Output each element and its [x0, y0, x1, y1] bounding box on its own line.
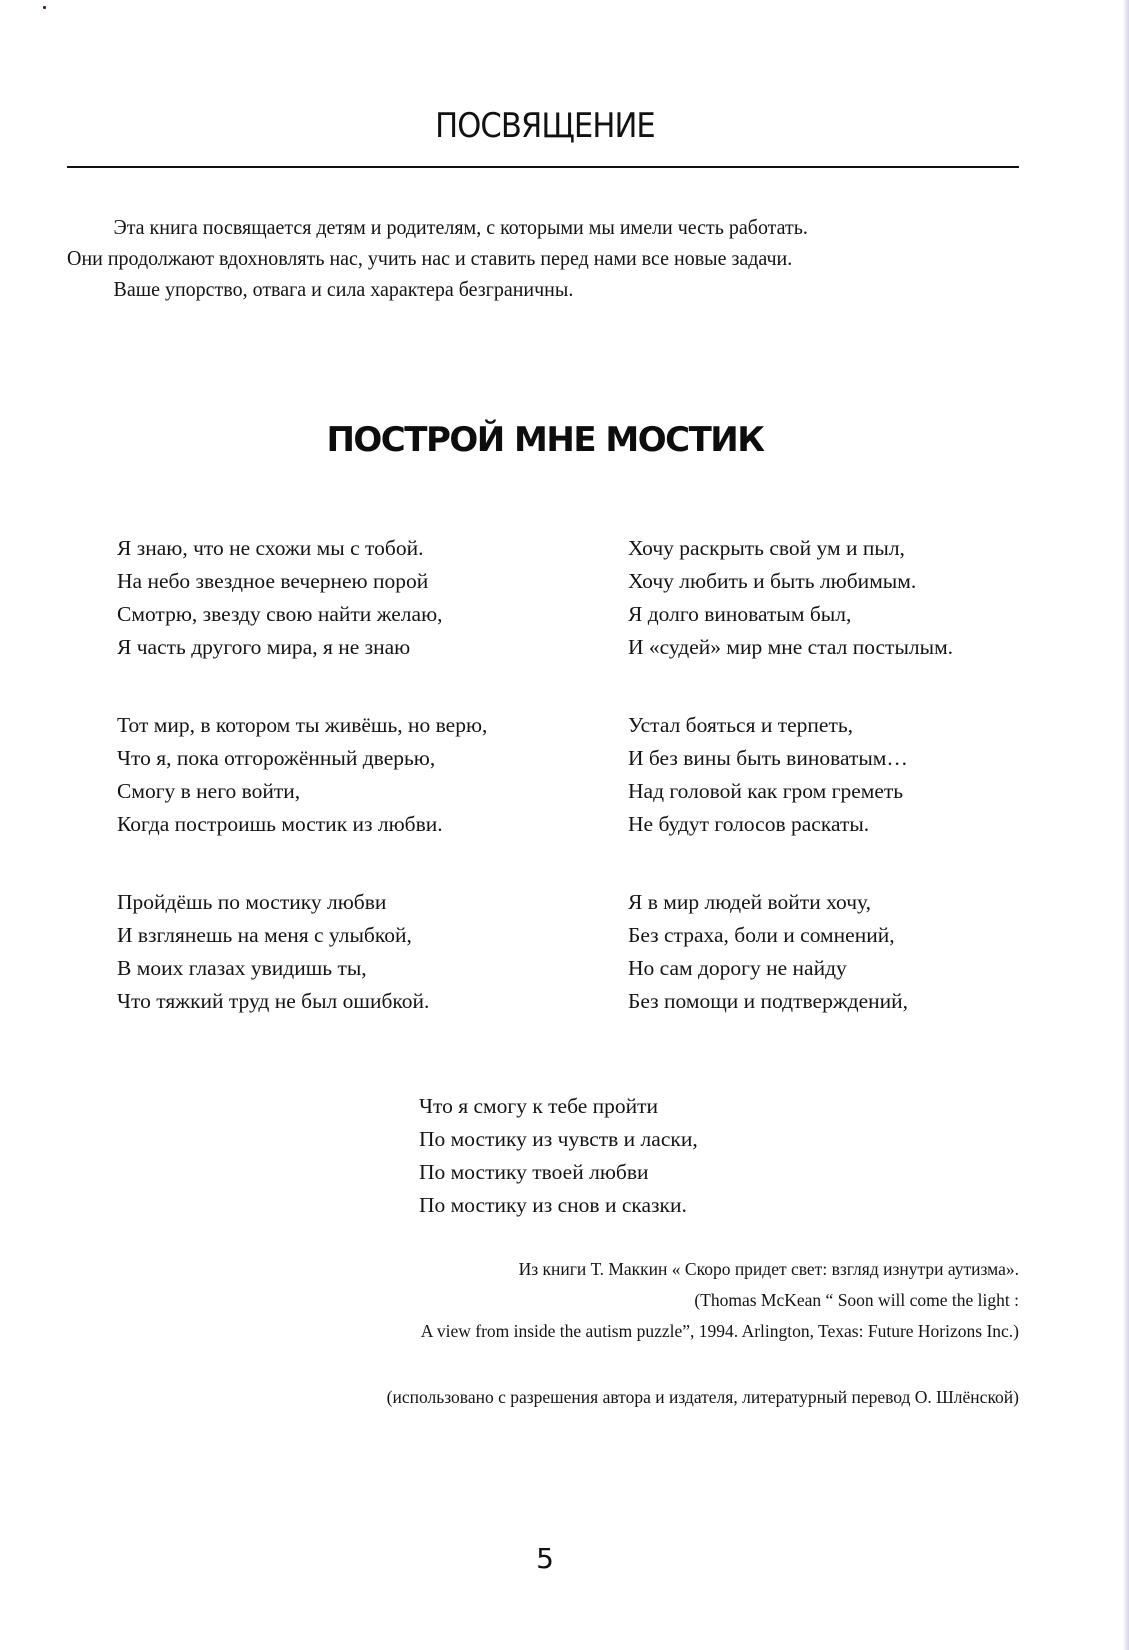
poem-line: И взглянешь на меня с улыбкой,: [117, 923, 412, 947]
poem-line: Без помощи и подтверждений,: [628, 989, 909, 1013]
poem-line: Смогу в него войти,: [117, 779, 301, 803]
attribution-line: Из книги Т. Маккин « Скоро придет свет: взгляд изнутри аутизма».: [518, 1259, 1019, 1279]
poem-line: Над головой как гром греметь: [628, 779, 904, 803]
attribution-line: (Thomas McKean “ Soon will come the light :: [694, 1290, 1019, 1310]
poem-line: Я в мир людей войти хочу,: [628, 890, 871, 914]
dedication-line: Ваше упорство, отвага и сила характера безграничны.: [113, 277, 574, 301]
poem-line: По мостику из чувств и ласки,: [419, 1127, 698, 1151]
poem-stanza-final: [419, 1090, 698, 1222]
title-divider: [67, 166, 1019, 168]
poem-line: Не будут голосов раскаты.: [628, 812, 870, 836]
dedication-text: [67, 212, 1027, 305]
permission-note: (использовано с разрешения автора и издателя, литературный перевод О. Шлёнской): [386, 1387, 1019, 1407]
poem-stanza: [628, 886, 908, 1018]
poem-line: Хочу любить и быть любимым.: [628, 569, 917, 593]
poem-line: Смотрю, звезду свою найти желаю,: [117, 602, 443, 626]
poem-line: По мостику из снов и сказки.: [419, 1193, 687, 1217]
poem-stanza: [117, 709, 487, 841]
poem-line: И без вины быть виноватым…: [628, 746, 908, 770]
poem-line: Хочу раскрыть свой ум и пыл,: [628, 536, 905, 560]
poem-stanza: [117, 886, 429, 1018]
poem-line: По мостику твоей любви: [419, 1160, 649, 1184]
poem-title: ПОСТРОЙ МНЕ МОСТИК: [326, 420, 764, 460]
poem-line: Пройдёшь по мостику любви: [117, 890, 387, 914]
poem-line: Что тяжкий труд не был ошибкой.: [117, 989, 430, 1013]
scan-artifact: [43, 6, 46, 9]
poem-line: Устал бояться и терпеть,: [628, 713, 854, 737]
poem-line: Тот мир, в котором ты живёшь, но верю,: [117, 713, 488, 737]
poem-stanza: [628, 532, 953, 664]
attribution-line: A view from inside the autism puzzle”, 1994. Arlington, Texas: Future Horizons Inc.): [420, 1321, 1019, 1341]
poem-line: Я долго виноватым был,: [628, 602, 852, 626]
dedication-line: Они продолжают вдохновлять нас, учить нас и ставить перед нами все новые задачи.: [67, 246, 793, 270]
dedication-title: ПОСВЯЩЕНИЕ: [435, 106, 655, 146]
page-number: 5: [536, 1542, 554, 1575]
page-edge-shadow: [1123, 0, 1129, 1650]
poem-stanza: [628, 709, 908, 841]
poem-line: Я часть другого мира, я не знаю: [117, 635, 411, 659]
poem-stanza: [117, 532, 443, 664]
poem-line: На небо звездное вечернею порой: [117, 569, 429, 593]
poem-line: Я знаю, что не схожи мы с тобой.: [117, 536, 424, 560]
poem-line: В моих глазах увидишь ты,: [117, 956, 367, 980]
dedication-line: Эта книга посвящается детям и родителям, с которыми мы имели честь работать.: [113, 215, 808, 239]
poem-line: Что я, пока отгорожённый дверью,: [117, 746, 436, 770]
poem-line: Когда построишь мостик из любви.: [117, 812, 443, 836]
poem-line: И «судей» мир мне стал постылым.: [628, 635, 954, 659]
poem-line: Но сам дорогу не найду: [628, 956, 847, 980]
source-attribution: [421, 1254, 1019, 1347]
poem-line: Что я смогу к тебе пройти: [419, 1094, 659, 1118]
poem-line: Без страха, боли и сомнений,: [628, 923, 895, 947]
